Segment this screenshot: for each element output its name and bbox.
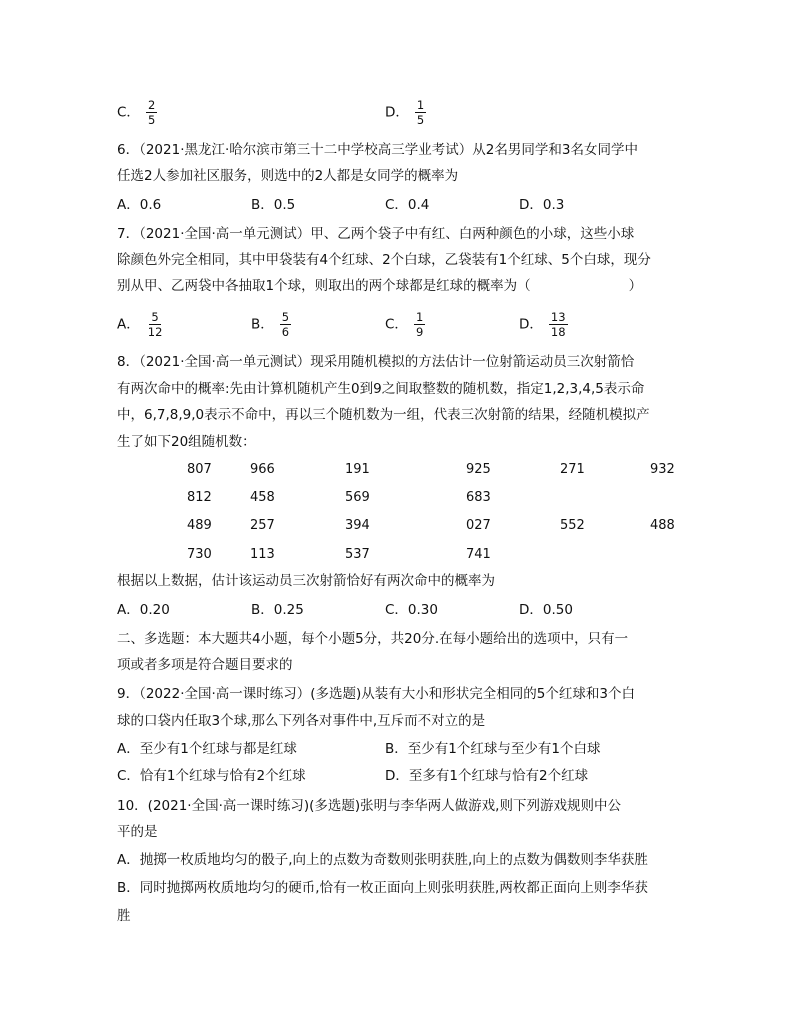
random-number-cell: 730 [187, 547, 212, 562]
q8-stem-line4: 生了如下20组随机数： [117, 434, 256, 450]
q7-stem-line3: 别从甲、乙两袋中各抽取1个球，则取出的两个球都是红球的概率为（ ） [117, 278, 643, 294]
fraction: $\frac{5}{12}$ [147, 310, 163, 339]
option-label: D． [385, 104, 409, 121]
random-number-cell: 488 [650, 518, 675, 533]
fraction: $\frac{13}{18}$ [550, 310, 566, 339]
random-number-cell: 537 [345, 547, 370, 562]
q6-stem-line1: 6．（2021·黑龙江·哈尔滨市第三十二中学校高三学业考试）从2名男同学和3名女同学中 [117, 142, 638, 158]
fraction: $\frac{1}{5}$ [416, 98, 425, 127]
random-number-cell: 458 [250, 490, 275, 505]
random-number-cell: 394 [345, 518, 370, 533]
section-heading-line2: 项或者多项是符合题目要求的 [117, 657, 293, 673]
q9-stem-line1: 9．（2022·全国·高一课时练习）(多选题)从装有大小和形状完全相同的5个红球和3个白 [117, 686, 635, 702]
q8-stem-line1: 8．（2021·全国·高一单元测试）现采用随机模拟的方法估计一位射箭运动员三次射箭恰 [117, 354, 635, 370]
q10-option-b-line2: 胜 [117, 908, 131, 924]
random-number-cell: 489 [187, 518, 212, 533]
q8-option-d: D．0.50 [519, 602, 573, 618]
q7-option-d: D． $\frac{13}{18}$ [519, 310, 566, 339]
random-number-cell: 932 [650, 462, 675, 477]
q6-option-a: A．0.6 [117, 197, 162, 213]
random-number-cell: 569 [345, 490, 370, 505]
q10-option-b-line1: B．同时抛掷两枚质地均匀的硬币,恰有一枚正面向上则张明获胜,两枚都正面向上则李华获 [117, 880, 648, 896]
q7-stem-line2: 除颜色外完全相同，其中甲袋装有4个红球、2个白球，乙袋装有1个红球、5个白球，现分 [117, 252, 651, 268]
q6-stem-line2: 任选2人参加社区服务，则选中的2人都是女同学的概率为 [117, 168, 459, 184]
q9-option-a: A．至少有1个红球与都是红球 [117, 741, 297, 757]
q7-option-b: B． $\frac{5}{6}$ [251, 310, 290, 339]
q8-option-b: B．0.25 [251, 602, 304, 618]
random-number-cell: 741 [466, 547, 491, 562]
random-number-cell: 191 [345, 462, 370, 477]
q5-option-d [385, 98, 426, 127]
random-number-cell: 683 [466, 490, 491, 505]
q10-stem-line2: 平的是 [117, 824, 158, 840]
q8-stem-line3: 中，6,7,8,9,0表示不命中，再以三个随机数为一组，代表三次射箭的结果，经随机模拟产 [117, 407, 650, 423]
q10-stem-line1: 10．(2021·全国·高一课时练习)(多选题)张明与李华两人做游戏,则下列游戏规则中公 [117, 798, 621, 814]
random-number-cell: 271 [560, 462, 585, 477]
q6-option-d: D．0.3 [519, 197, 565, 213]
q9-option-b: B．至少有1个红球与至少有1个白球 [385, 741, 601, 757]
random-number-cell: 807 [187, 462, 212, 477]
q7-stem-line1: 7．（2021·全国·高一单元测试）甲、乙两个袋子中有红、白两种颜色的小球，这些小球 [117, 226, 635, 242]
q5-option-c [117, 98, 157, 127]
section-heading-line1: 二、多选题：本大题共4小题，每个小题5分，共20分.在每小题给出的选项中，只有一 [117, 631, 629, 647]
random-number-cell: 113 [250, 547, 275, 562]
q7-option-a: A． $\frac{5}{12}$ [117, 310, 163, 339]
q10-option-a: A．抛掷一枚质地均匀的骰子,向上的点数为奇数则张明获胜,向上的点数为偶数则李华获胜 [117, 852, 648, 868]
q7-option-c: C． $\frac{1}{9}$ [385, 310, 424, 339]
random-number-cell: 925 [466, 462, 491, 477]
option-label: C． [117, 104, 140, 121]
fraction: $\frac{2}{5}$ [147, 98, 156, 127]
q6-option-c: C．0.4 [385, 197, 430, 213]
q8-conclusion: 根据以上数据，估计该运动员三次射箭恰好有两次命中的概率为 [117, 573, 495, 589]
q8-stem-line2: 有两次命中的概率:先由计算机随机产生0到9之间取整数的随机数，指定1,2,3,4,5表示命 [117, 381, 645, 397]
q8-option-a: A．0.20 [117, 602, 170, 618]
q8-option-c: C．0.30 [385, 602, 438, 618]
q9-option-d: D．至多有1个红球与恰有2个红球 [385, 768, 589, 784]
random-number-cell: 552 [560, 518, 585, 533]
fraction: $\frac{5}{6}$ [281, 310, 290, 339]
random-number-cell: 966 [250, 462, 275, 477]
random-number-cell: 812 [187, 490, 212, 505]
q9-option-c: C．恰有1个红球与恰有2个红球 [117, 768, 306, 784]
q6-option-b: B．0.5 [251, 197, 296, 213]
random-number-cell: 257 [250, 518, 275, 533]
q9-stem-line2: 球的口袋内任取3个球,那么下列各对事件中,互斥而不对立的是 [117, 713, 486, 729]
random-number-cell: 027 [466, 518, 491, 533]
fraction: $\frac{1}{9}$ [415, 310, 424, 339]
